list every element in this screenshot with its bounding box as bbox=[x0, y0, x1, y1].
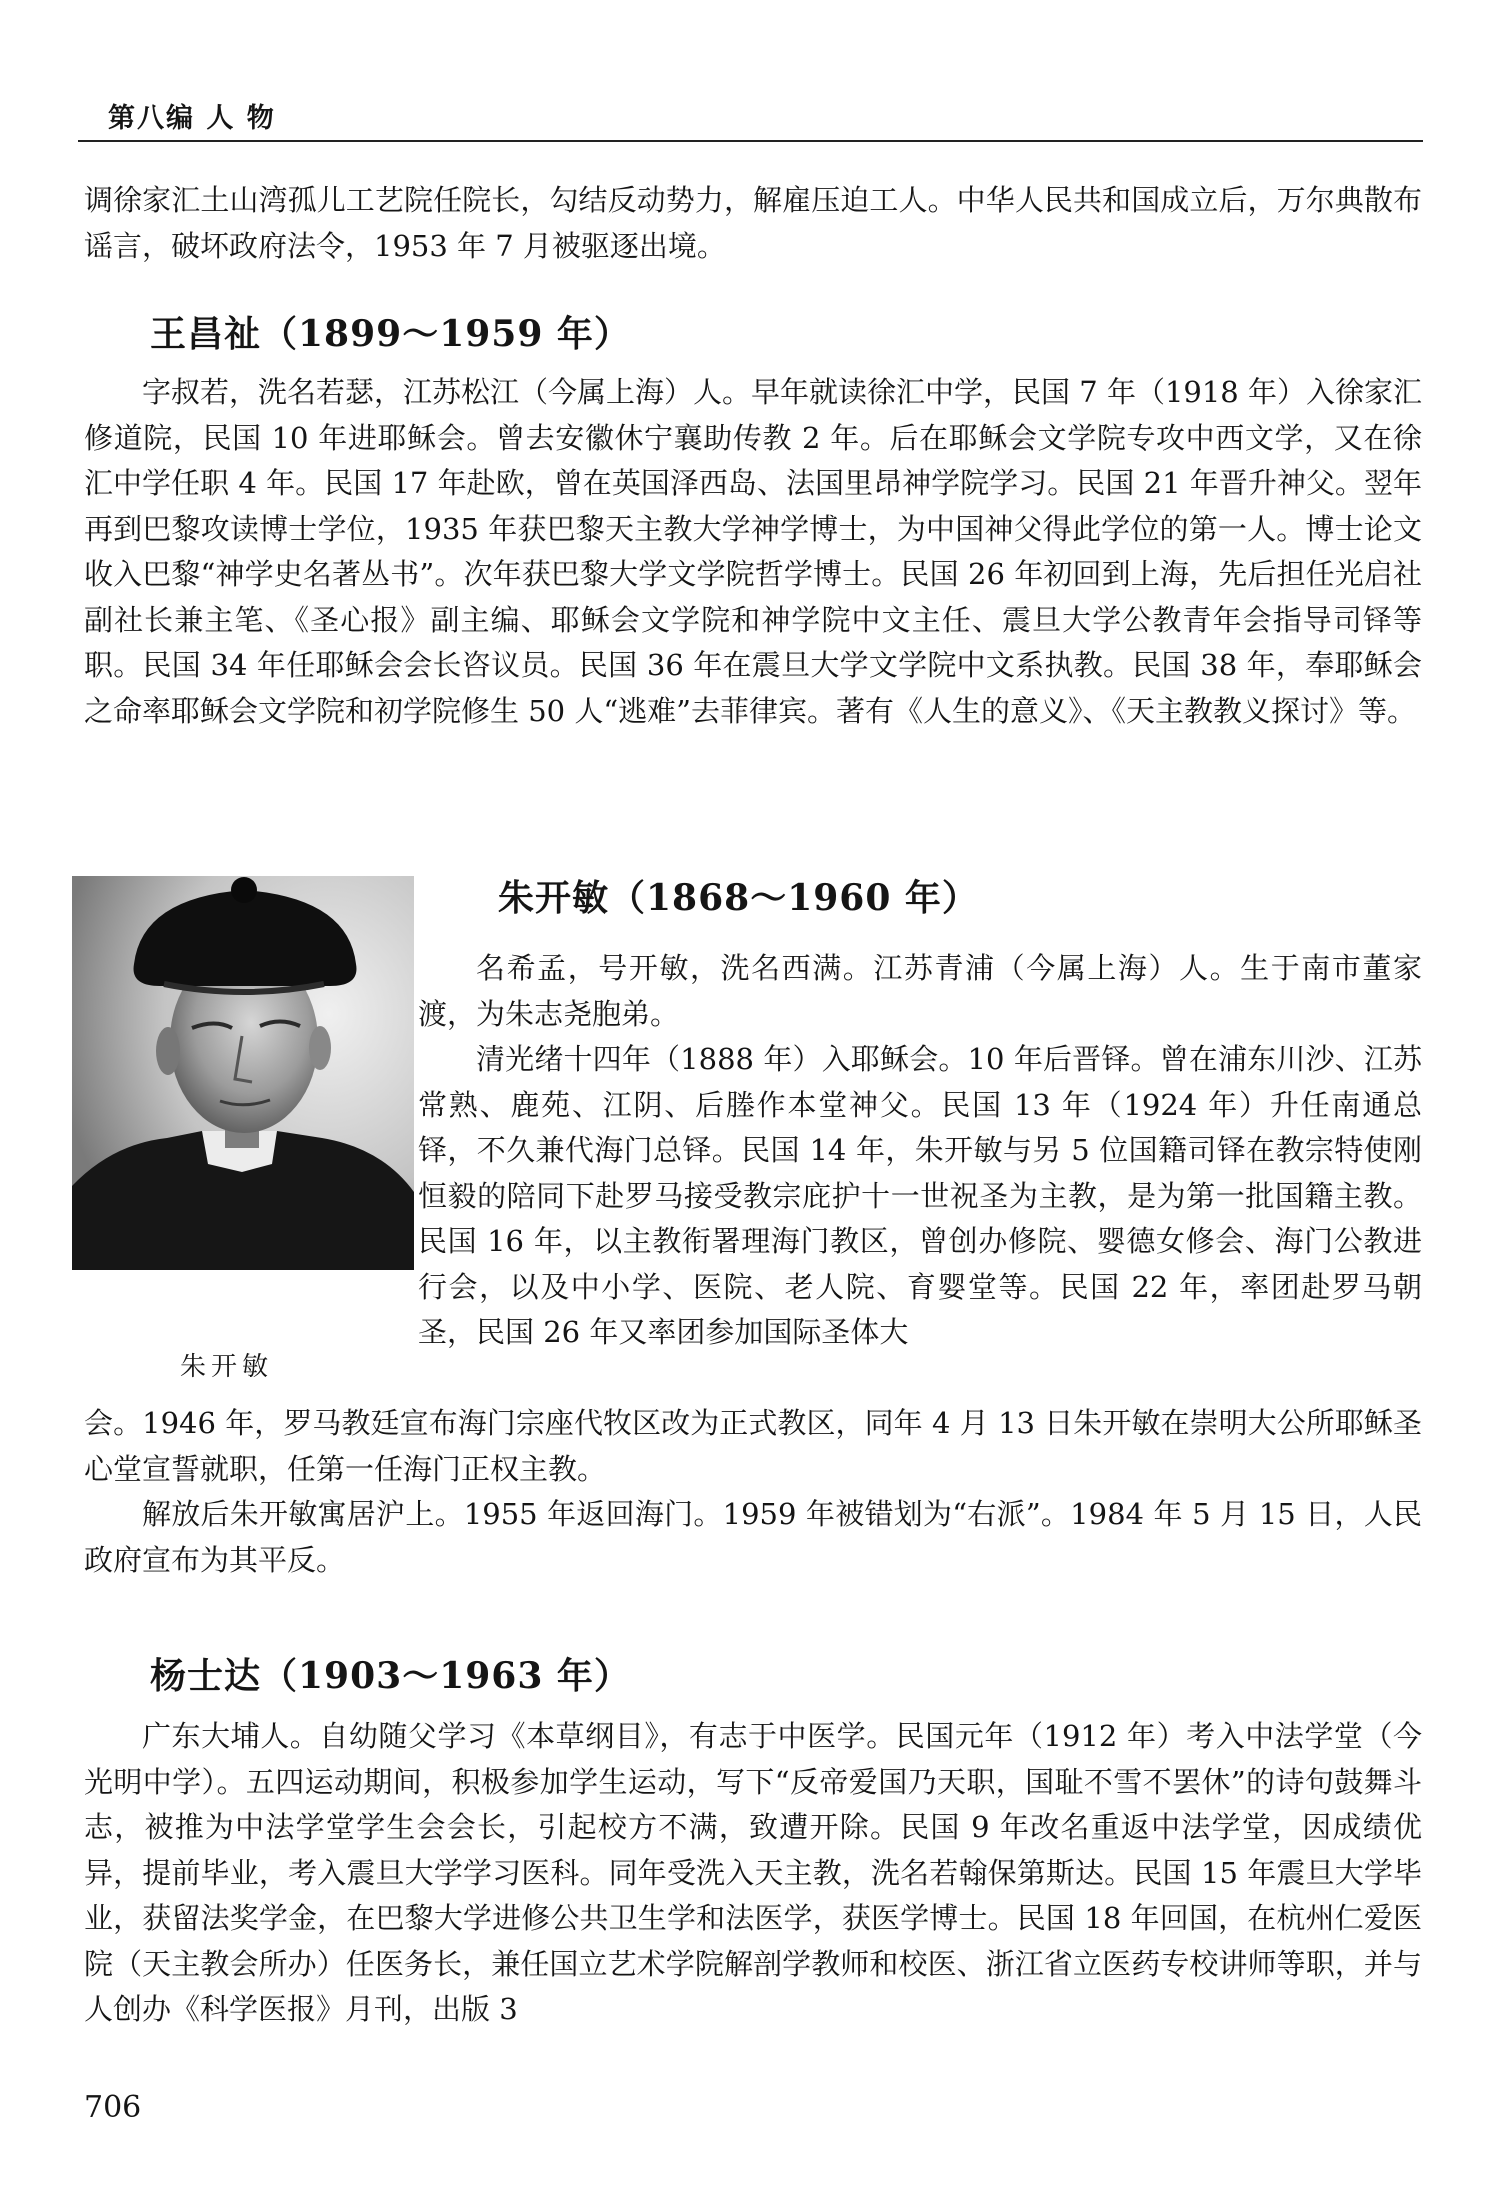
heading-wang-changzhi: 王昌祉（1899～1959 年） bbox=[150, 313, 631, 355]
yang-shida-body bbox=[84, 1714, 1422, 2033]
zhu-kaimin-paragraph-continuation: 会。1946 年，罗马教廷宣布海门宗座代牧区改为正式教区，同年 4 月 13 日朱开敏在崇明大公所耶稣圣心堂宣誓就职，任第一任海门正权主教。 bbox=[84, 1406, 1422, 1486]
page-number: 706 bbox=[84, 2090, 142, 2125]
photo-caption: 朱开敏 bbox=[180, 1352, 274, 1382]
zhu-kaimin-paragraph-2: 清光绪十四年（1888 年）入耶稣会。10 年后晋铎。曾在浦东川沙、江苏常熟、鹿苑、江阴、后塍作本堂神父。民国 13 年（1924 年）升任南通总铎，不久兼代海门总铎。民国 14 年，朱开敏与另 5 位国籍司铎在教宗特使刚恒毅的陪同下赴罗马接受教宗庇护十一世祝圣为主教，是为第一批国籍主教。民国 16 年，以主教衔署理海门教区，曾创办修院、婴德女修会、海门公教进行会，以及中小学、医院、老人院、育婴堂等。民国 22 年，率团赴罗马朝圣，民国 26 年又率团参加国际圣体大 bbox=[418, 1042, 1422, 1349]
zhu-kaimin-body-beside-photo bbox=[418, 946, 1422, 1356]
zhu-kaimin-portrait bbox=[72, 876, 414, 1270]
running-head: 第八编 人 物 bbox=[108, 103, 276, 134]
header-rule bbox=[78, 140, 1423, 142]
zhu-kaimin-paragraph-1: 名希孟，号开敏，洗名西满。江苏青浦（今属上海）人。生于南市董家渡，为朱志尧胞弟。 bbox=[418, 951, 1422, 1031]
intro-paragraph bbox=[84, 178, 1422, 269]
yang-shida-paragraph: 广东大埔人。自幼随父学习《本草纲目》，有志于中医学。民国元年（1912 年）考入中法学堂（今光明中学）。五四运动期间，积极参加学生运动，写下“反帝爱国乃天职，国耻不雪不罢休”的诗句鼓舞斗志，被推为中法学堂学生会会长，引起校方不满，致遭开除。民国 9 年改名重返中法学堂，因成绩优异，提前毕业，考入震旦大学学习医科。同年受洗入天主教，洗名若翰保第斯达。民国 15 年震旦大学毕业，获留法奖学金，在巴黎大学进修公共卫生学和法医学，获医学博士。民国 18 年回国，在杭州仁爱医院（天主教会所办）任医务长，兼任国立艺术学院解剖学教师和校医、浙江省立医药专校讲师等职，并与人创办《科学医报》月刊，出版 3 bbox=[84, 1719, 1422, 2026]
heading-yang-shida: 杨士达（1903～1963 年） bbox=[150, 1655, 631, 1697]
intro-text: 调徐家汇土山湾孤儿工艺院任院长，勾结反动势力，解雇压迫工人。中华人民共和国成立后，万尔典散布谣言，破坏政府法令，1953 年 7 月被驱逐出境。 bbox=[84, 183, 1422, 263]
zhu-kaimin-body-full bbox=[84, 1401, 1422, 1583]
heading-zhu-kaimin: 朱开敏（1868～1960 年） bbox=[498, 877, 979, 919]
wang-changzhi-paragraph: 字叔若，洗名若瑟，江苏松江（今属上海）人。早年就读徐汇中学，民国 7 年（1918 年）入徐家汇修道院，民国 10 年进耶稣会。曾去安徽休宁襄助传教 2 年。后在耶稣会文学院专攻中西文学，又在徐汇中学任职 4 年。民国 17 年赴欧，曾在英国泽西岛、法国里昂神学院学习。民国 21 年晋升神父。翌年再到巴黎攻读博士学位，1935 年获巴黎天主教大学神学博士，为中国神父得此学位的第一人。博士论文收入巴黎“神学史名著丛书”。次年获巴黎大学文学院哲学博士。民国 26 年初回到上海，先后担任光启社副社长兼主笔、《圣心报》副主编、耶稣会文学院和神学院中文主任、震旦大学公教青年会指导司铎等职。民国 34 年任耶稣会会长咨议员。民国 36 年在震旦大学文学院中文系执教。民国 38 年，奉耶稣会之命率耶稣会文学院和初学院修生 50 人“逃难”去菲律宾。著有《人生的意义》、《天主教教义探讨》等。 bbox=[84, 375, 1422, 728]
zhu-kaimin-paragraph-last: 解放后朱开敏寓居沪上。1955 年返回海门。1959 年被错划为“右派”。1984 年 5 月 15 日，人民政府宣布为其平反。 bbox=[84, 1497, 1422, 1577]
wang-changzhi-body bbox=[84, 370, 1422, 734]
